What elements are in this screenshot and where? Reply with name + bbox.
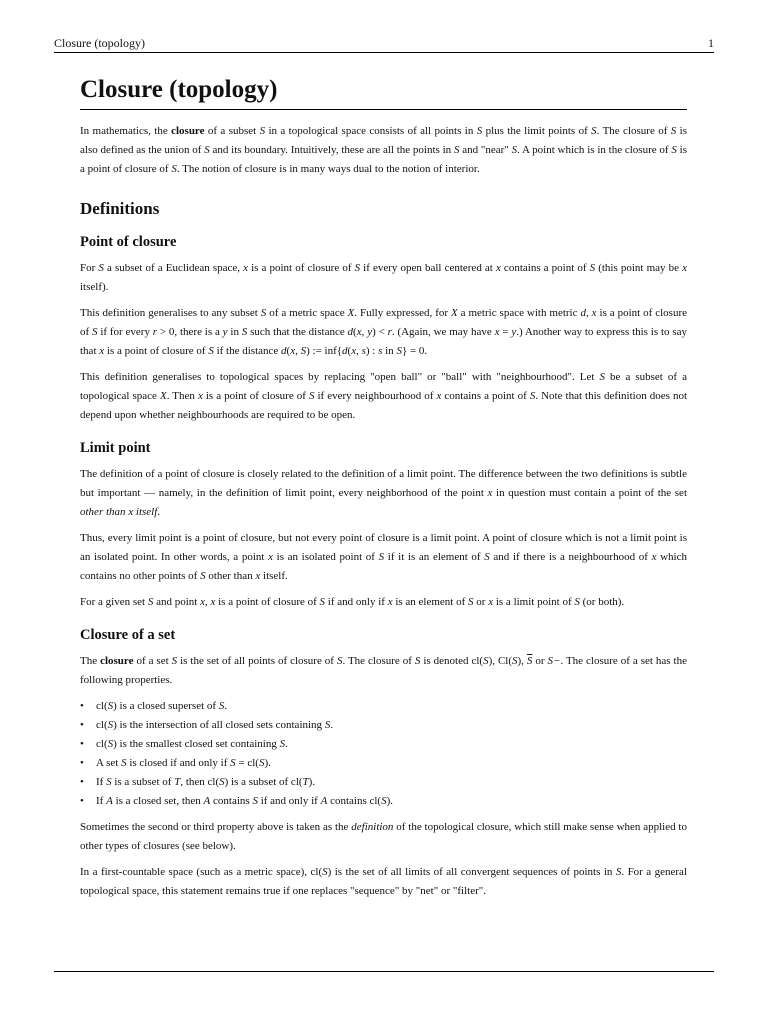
article-body <box>80 72 687 908</box>
definitions-heading: Definitions <box>80 199 160 218</box>
point-of-closure-heading: Point of closure <box>80 234 177 250</box>
article-title: Closure (topology) <box>80 72 687 110</box>
list-item: • cl(S) is a closed superset of S. <box>80 697 687 716</box>
list-item: • cl(S) is the smallest closed set containing S. <box>80 735 687 754</box>
list-item: • A set S is closed if and only if S = cl(S). <box>80 754 687 773</box>
closure-overbar-notation: $\overline{S}$ <box>526 655 533 667</box>
closure-of-a-set-paragraph-3: In a first-countable space (such as a metric space), cl(S) is the set of all limits of all convergent sequences of points in S. For a general topological space, this statement remains true if one replaces "sequence" by "net" or "filter". <box>80 866 687 897</box>
closure-of-a-set-heading: Closure of a set <box>80 627 176 643</box>
limit-point-paragraph-1: The definition of a point of closure is closely related to the definition of a limit point. The difference between the two definitions is subtle but important — namely, in the definition of limit point, every neighborhood of the point x in question must contain a point of the set other than x itself. <box>80 468 687 518</box>
running-header-title: Closure (topology) <box>54 36 145 50</box>
list-item: • If A is a closed set, then A contains S if and only if A contains cl(S). <box>80 792 687 811</box>
limit-point-paragraph-2: Thus, every limit point is a point of closure, but not every point of closure is a limit point. A point of closure which is not a limit point is an isolated point. In other words, a point x is an isolated point of S if it is an element of S and if there is a neighbourhood of x which contains no other points of S other than x itself. <box>80 532 687 582</box>
closure-of-a-set-paragraph-2: Sometimes the second or third property above is taken as the definition of the topological closure, which still make sense when applied to other types of closures (see below). <box>80 821 687 852</box>
point-of-closure-paragraph-1: For S a subset of a Euclidean space, x is a point of closure of S if every open ball centered at x contains a point of S (this point may be x itself). <box>80 262 687 293</box>
page-number: 1 <box>708 36 714 50</box>
closure-of-a-set-paragraph-1: The closure of a set S is the set of all points of closure of S. The closure of S is denoted cl(S), Cl(S), $\overline{S}$ or S−. The closure of a set has the following properties. <box>80 655 687 686</box>
closure-properties-list <box>80 697 687 811</box>
list-item: • If S is a subset of T, then cl(S) is a subset of cl(T). <box>80 773 687 792</box>
point-of-closure-paragraph-2: This definition generalises to any subset S of a metric space X. Fully expressed, for X a metric space with metric d, x is a point of closure of S if for every r > 0, there is a y in S such that the distance d(x, y) < r. (Again, we may have x = y.) Another way to express this is to say that x is a point of closure of S if the distance d(x, S) := inf{d(x, s) : s in S} = 0. <box>80 307 688 357</box>
point-of-closure-paragraph-3: This definition generalises to topological spaces by replacing "open ball" or "ball" with "neighbourhood". Let S be a subset of a topological space X. Then x is a point of closure of S if every neighbourhood of x contains a point of S. Note that this definition does not depend upon whether neighbourhoods are required to be open. <box>80 371 687 421</box>
limit-point-paragraph-3: For a given set S and point x, x is a point of closure of S if and only if x is an element of S or x is a limit point of S (or both). <box>80 596 625 608</box>
intro-paragraph: In mathematics, the closure of a subset S in a topological space consists of all points in S plus the limit points of S. The closure of S is also defined as the union of S and its boundary. Intuitively, these are all the points in S and "near" S. A point which is in the closure of S is a point of closure of S. The notion of closure is in many ways dual to the notion of interior. <box>80 125 687 175</box>
running-header <box>54 36 714 53</box>
list-item: • cl(S) is the intersection of all closed sets containing S. <box>80 716 687 735</box>
limit-point-heading: Limit point <box>80 440 151 456</box>
footer-divider <box>54 971 714 972</box>
